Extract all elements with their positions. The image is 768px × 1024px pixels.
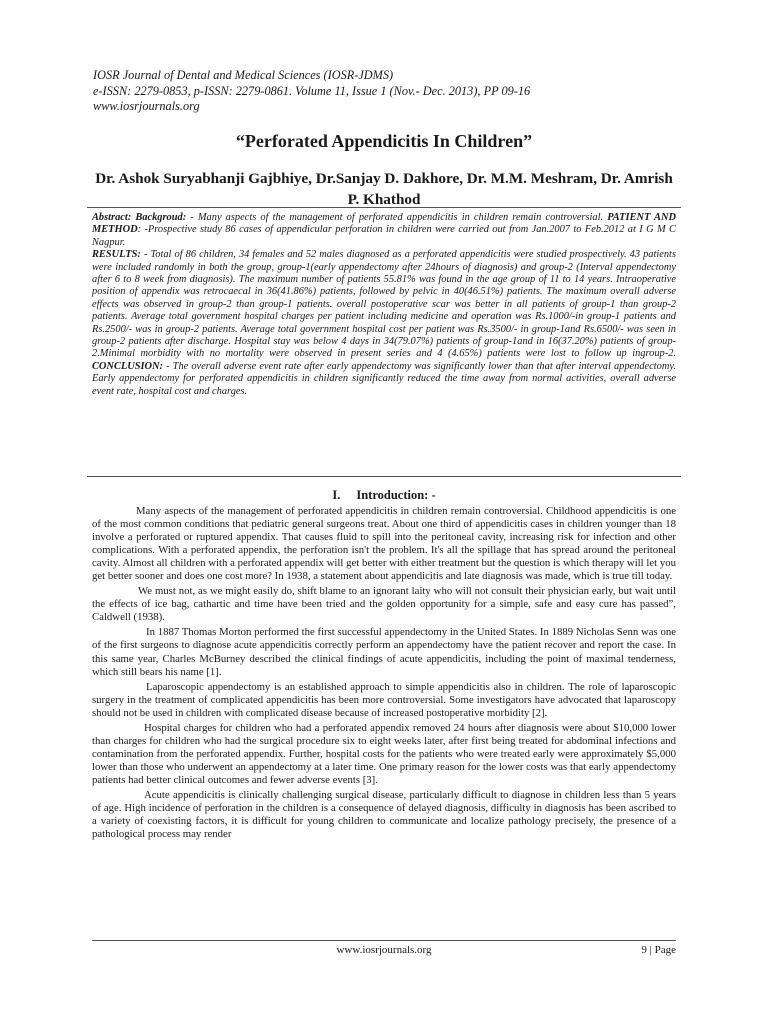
paragraph: Acute appendicitis is clinically challenging surgical disease, particularly difficult to diagnose in children less than 5 years of age. High incidence of perforation in the children is a consequence of delayed diagnosis, difficulty in diagnosis has been ascribed to a variety of coexisting factors, it is difficult for young children to communicate and localize pathology precisely, the presence of a pathological process may render: [92, 788, 676, 841]
journal-header: [93, 68, 693, 115]
paragraph: Hospital charges for children who had a perforated appendix removed 24 hours after diagnosis were about $10,000 lower than charges for children who had the surgical procedure six to eight weeks later, after first being treated for abdominal infections and contamination from the perforated appendix. Further, hospital costs for the patients who were treated early were approximately $5,000 lower than those who underwent an appendectomy at a later time. One primary reason for the lower costs was that early appendectomy patients had better clinical outcomes and fewer adverse events [3].: [92, 721, 676, 786]
introduction-body: [92, 505, 676, 843]
section-heading: [0, 488, 768, 503]
footer-divider: [92, 940, 676, 941]
abstract-background: - Many aspects of the management of perforated appendicitis in children remain controversial.: [186, 212, 608, 223]
abstract-results-label: RESULTS:: [92, 249, 141, 261]
abstract-method-label: PATIENT AND METHOD: [92, 212, 676, 236]
abstract-conclusion-label: CONCLUSION:: [92, 360, 164, 372]
journal-name: IOSR Journal of Dental and Medical Sciences (IOSR-JDMS): [93, 68, 394, 82]
footer-url: www.iosrjournals.org: [336, 944, 432, 956]
abstract-method: : -Prospective study 86 cases of appendicular perforation in children were carried out from Jan.2007 to Feb.2012 at I G M C Nagpur.: [92, 224, 676, 248]
paragraph: Many aspects of the management of perforated appendicitis in children remain controversial. Childhood appendicitis is one of the most common conditions that pediatric general surgeons treat. About one third of appendicitis cases in children younger than 18 involve a perforated or ruptured appendix. That causes fluid to spill into the peritoneal cavity, increasing risk for infection and other complications. With a perforated appendix, the perforation isn't the problem. It's all the spillage that has spread around the peritoneal cavity. Almost all children with a perforated appendix will get better with either treatment but the question is which therapy will let you get better sooner and does one cost more? In 1938, a statement about appendicitis and late diagnosis was made, which is true till today.: [92, 505, 676, 583]
abstract-results: - Total of 86 children, 34 females and 52 males diagnosed as a perforated appendicitis were studied prospectively. 43 patients were included randomly in both the group, group-1(early appendectomy after 24hours of diagnosis) and group-2 (Interval appendectomy after 6 to 8 week from diagnosis). The maximum number of patients 55.81% was found in the age group of 11 to 14 years. Intraoperative position of appendix was retrocaecal in 36(41.86%) patients, followed by pelvic in 40(46.51%) patients. The maximum overall adverse effects was observed in group-2 than group-1 patients. overall postoperative scar was better in all patients of group-1 than group-2 patients. Average total government hospital charges per patient including medicine and operation was Rs.1000/-in group-1 patients and Rs.2500/- was in group-2 patients. Average total government hospital cost per patient was Rs.3500/- in group-1and Rs.6500/- was seen in group-2 patients after discharge. Hospital stay was below 4 days in 34(79.07%) patients of group-1and in 16(37.20%) patients of group-2.Minimal morbidity with no mortality were observed in present series and 4 (4.65%) patients were lost to follow up ingroup-2.: [92, 249, 676, 360]
section-number: I.: [332, 488, 341, 502]
paper-title: “Perforated Appendicitis In Children”: [235, 131, 533, 151]
quote-paragraph: We must not, as we might easily do, shift blame to an ignorant laity who will not consult their physician early, but wait until the effects of ice bag, cathartic and time have been tried and the golden opportunity for a simple, safe and easy cure has passed”, Caldwell (1938).: [92, 585, 676, 624]
paragraph: Laparoscopic appendectomy is an established approach to simple appendicitis also in children. The role of laparoscopic surgery in the treatment of complicated appendicitis has been more controversial. Some investigators have advocated that laparoscopy should not be used in children with complicated disease because of increased postoperative morbidity [2].: [92, 680, 676, 719]
section-title: Introduction: -: [356, 488, 436, 502]
abstract: [92, 212, 676, 398]
journal-website: www.iosrjournals.org: [93, 99, 200, 113]
footer-page-number: 9 | Page: [641, 944, 676, 956]
journal-issn: e-ISSN: 2279-0853, p-ISSN: 2279-0861. Volume 11, Issue 1 (Nov.- Dec. 2013), PP 09-16: [93, 83, 531, 98]
author-list: Dr. Ashok Suryabhanji Gajbhiye, Dr.Sanjay D. Dakhore, Dr. M.M. Meshram, Dr. Amrish P. Khathod: [95, 170, 673, 208]
abstract-conclusion: - The overall adverse event rate after early appendectomy was significantly lower than that after interval appendectomy. Early appendectomy for perforated appendicitis in children significantly reduced the time away from normal activities, overall adverse event rate, hospital cost and charges.: [92, 360, 676, 397]
abstract-label: Abstract: Backgroud:: [92, 212, 187, 223]
paragraph: In 1887 Thomas Morton performed the first successful appendectomy in the United States. In 1889 Nicholas Senn was one of the first surgeons to diagnose acute appendicitis correctly perform an appendectomy have the patient recover and report the case. In this same year, Charles McBurney described the clinical findings of acute appendicitis, including the point of maximal tenderness, which still bears his name [1].: [92, 626, 676, 678]
